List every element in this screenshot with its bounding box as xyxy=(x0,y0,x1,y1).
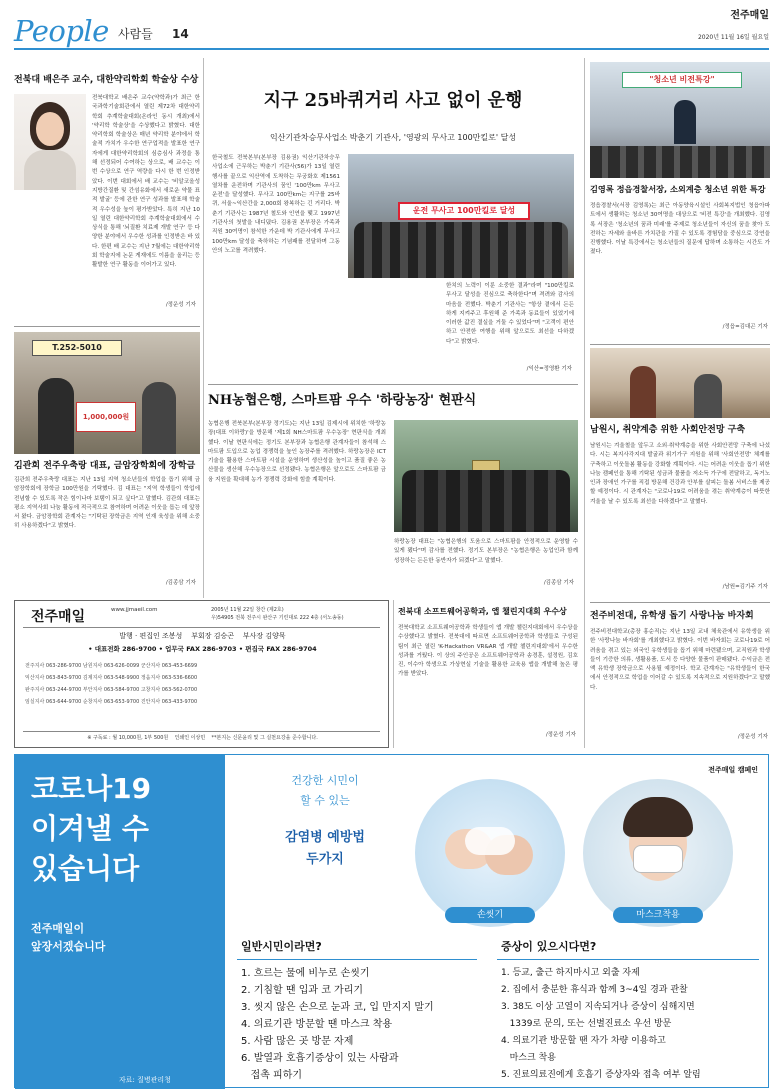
list-item: 5. 사람 많은 곳 방문 자제 xyxy=(241,1036,354,1047)
list-item: 1. 등교, 출근 하지마시고 외출 자제 xyxy=(501,968,640,978)
crowd xyxy=(354,222,568,278)
list-item: 4. 의료기관 방문할 땐 마스크 착용 xyxy=(241,1019,393,1030)
main-ceremony-photo xyxy=(348,154,574,278)
list-item: 마스크 착용 xyxy=(501,1053,556,1063)
masthead-reg: 2005년 11월 22일 창간 (제2호) xyxy=(211,607,284,613)
divider xyxy=(14,326,200,327)
col-a-rule xyxy=(237,959,477,960)
divider xyxy=(208,384,578,385)
nh-body-left: 농협은행 전북본부(본부장 정기도)는 지난 13일 김제시에 위치한 '하랑농장(대표 이하랑)'을 방문해 '제1회 NH스마트팜 우수농장' 현판식을 개최했다. 이날 현판식에는 정기도 본부장과 농협은행 관계자들이 참석해 스마트팜 도입으로 농업 경쟁력을 높인 농장주를 격려했다. 하랑농장은 ICT 기술을 활용한 스마트팜 시설을 운영하며 생산성을 높이고 품질 좋은 농산물을 생산해 우수농장으로 선정됐다. 농협은행은 앞으로도 스마트팜 금융 지원을 확대해 농가 경쟁력 강화에 힘쓸 계획이다. xyxy=(208,421,386,483)
page-number: 14 xyxy=(172,27,189,41)
ad-bubble xyxy=(241,769,409,909)
person-right xyxy=(142,382,176,454)
masthead-staff: 발행 · 편집인 조봉성 부회장 김승곤 부사장 김양묵 xyxy=(119,632,286,640)
bubble-line-2: 할 수 있는 xyxy=(300,794,350,807)
issue-date: 2020년 11월 16일 월요일 xyxy=(697,34,769,41)
divider xyxy=(590,602,770,603)
article-headline: 전북대 배은주 교수, 대한약리학회 학술상 수상 xyxy=(14,75,199,85)
article-byline: /정운성 기자 xyxy=(165,302,196,308)
ad-headline-2: 이겨낼 수 xyxy=(31,812,149,845)
speaker xyxy=(674,100,696,144)
list-item: 5. 진료의료진에게 호흡기 증상자와 접촉 여부 알림 xyxy=(501,1070,701,1080)
ad-headline-1: 코로나19 xyxy=(31,772,152,805)
masthead-box xyxy=(14,600,389,748)
list-item: 2. 기침할 땐 입과 코 가리기 xyxy=(241,985,364,996)
header-rule xyxy=(14,48,769,50)
article-byline: /정운성 기자 xyxy=(737,734,768,740)
list-item: 접촉 피하기 xyxy=(241,1070,303,1081)
article-body: 남원시는 겨울철을 앞두고 소외·취약계층을 위한 사회안전망 구축에 나섰다. 시는 복지사각지대 발굴과 위기가구 지원을 위해 '사회안전망' 체계를 구축하고 이웃돌봄 활동을 강화할 계획이다. 시는 어려운 이웃을 돕기 위한 나눔 캠페인을 통해 기탁된 성금과 물품을 저소득 가구에 전달하고, 독거노인과 장애인 가구를 직접 방문해 건강과 안부를 살피는 돌봄 서비스를 제공할 예정이다. 시 관계자는 "코로나19로 어려움을 겪는 취약계층이 따뜻한 겨울을 날 수 있도록 최선을 다하겠다"고 말했다. xyxy=(590,443,770,505)
article-body: 전북대학교 소프트웨어공학과 학생들이 앱 개발 챌린지대회에서 우수상을 수상했다고 밝혔다. 전북대에 따르면 소프트웨어공학과 학생들로 구성된 팀이 최근 열린 'K-Hackathon VR&AR 앱 개발 챌린지대회'에서 우수한 성과를 거뒀다. 이 상의 주인공은 소프트웨어공학과 송경훈, 설정원, 김호진, 이수아 학생으로 가상현실 기술을 활용한 교육용 앱을 개발해 높은 평가를 받았다. xyxy=(398,625,578,678)
regional-row: 임실지사 063-644-9700 순창지사 063-653-9700 진안지사 063-433-9700 xyxy=(25,699,198,705)
section-title-en: People xyxy=(14,14,109,48)
ad-slogan-1: 전주매일이 xyxy=(31,922,85,935)
nh-people xyxy=(402,470,570,532)
bubble-line-1: 건강한 시민이 xyxy=(291,774,359,787)
article-jbu-tech xyxy=(590,606,770,748)
list-item: 4. 의료기관 방문할 땐 자가 차량 이용하고 xyxy=(501,1036,666,1046)
mask-image xyxy=(583,779,733,927)
list-item: 3. 씻지 않은 손으로 눈과 코, 입 만지지 말기 xyxy=(241,1002,434,1013)
ad-slogan-2: 앞장서겠습니다 xyxy=(31,940,106,953)
donation-photo xyxy=(14,332,200,454)
col-b-title: 증상이 있으시다면? xyxy=(501,940,597,953)
regional-row: 전주지사 063-286-9700 남원지사 063-626-0099 군산지사 063-453-6699 xyxy=(25,663,198,669)
article-byline: /김종삼 기자 xyxy=(165,580,196,586)
youth-lecture-photo xyxy=(590,62,770,178)
column-divider xyxy=(393,600,394,748)
namwon-elder xyxy=(694,374,722,418)
article-headline: 남원시, 취약계층 위한 사회안전망 구축 xyxy=(590,425,746,435)
youth-banner: "청소년 비전특강" xyxy=(622,72,742,88)
article-body: 전주비전대학교(총장 홍순직)는 지난 13일 교내 체육관에서 유학생을 위한 '사랑나눔 바자회'를 개최했다고 밝혔다. 이번 바자회는 코로나19로 어려움을 겪고 있는 외국인 유학생들을 돕기 위해 마련됐으며, 교직원과 학생들이 기증한 의류, 생활용품, 도서 등 다양한 물품이 판매됐다. 수익금은 전액 유학생 장학금으로 사용될 예정이다. 학교 관계자는 "유학생들이 한국에서 안정적으로 학업을 이어갈 수 있도록 지속적으로 지원하겠다"고 말했다. xyxy=(590,629,770,691)
bubble-line-4: 두가지 xyxy=(306,852,344,867)
ad-source: 자료: 질병관리청 xyxy=(119,1076,171,1084)
portrait-photo xyxy=(14,94,86,190)
list-item: 3. 38도 이상 고열이 지속되거나 증상이 심해지면 xyxy=(501,1002,695,1012)
article-byline: /정읍=김대곤 기자 xyxy=(722,324,768,330)
regional-row: 익산지사 063-843-9700 김제지사 063-548-9900 정읍지사 063-536-6600 xyxy=(25,675,198,681)
article-bae xyxy=(14,58,200,320)
col-b-list xyxy=(501,965,765,1084)
portrait-body xyxy=(24,150,76,190)
article-headline: 전주비전대, 유학생 돕기 사랑나눔 바자회 xyxy=(590,611,754,621)
article-body: 전북대학교 배은주 교수(약학과)가 최근 한국과학기술회관에서 열린 제72차 대한약리학회 추계학술대회(온라인 동시 개최)에서 '약리학 학술상'을 수상했다고 밝혔다. 대한약리학회 학술상은 매년 약리학 분야에서 학술적 가치가 우수한 연구업적을 발표한 연구자에게 대한약리학회의 심층심사 과정을 통해 선정되어 수여하는 상으로, 배 교수는 이번 수상으로 연구 역량을 다시 한 번 인정받았다. 이번 대회에서 배 교수는 '비알코올성 지방간질환 및 간섬유화에서 새로운 약물 표적 발굴' 등에 관한 연구 성과를 발표해 학술적 우수성을 높이 평가받았다. 특히 지난 10일 열린 대한약리학회 추계학술대회에서 수상식을 통해 '뇌질환 치료제 개발 연구' 등 다양한 분야에서 우수한 성과를 인정받은 바 있다. 한편 배 교수는 지난 7월에는 대한약리학회 학술지에 논문 게재에도 이름을 올리는 등 활발한 연구 활동을 이어가고 있다. xyxy=(92,95,200,269)
masthead-rule xyxy=(23,627,380,628)
masthead-footer: ※ 구독료 : 월 10,000원, 1부 500원 인쇄인 이상민 **본지는 신문윤리 및 그 실천요강을 준수합니다. xyxy=(87,735,318,741)
col-a-list xyxy=(241,965,487,1084)
article-main xyxy=(208,58,578,380)
article-headline: 김관희 전주우축랑 대표, 금암장학회에 장학금 xyxy=(14,461,196,471)
bubble-line-3: 감염병 예방법 xyxy=(285,830,365,845)
soap-foam xyxy=(465,827,515,855)
section-title-ko: 사람들 xyxy=(118,27,153,41)
masthead-url: www.jjmaeil.com xyxy=(111,607,158,613)
article-kim-scholarship xyxy=(14,332,200,596)
main-body-right: 한치의 노력이 이룬 소중한 결과"라며 "100만킬로 무사고 달성을 진심으로 축하한다"며 격려와 감사의 마음을 전했다. 박춘기 기관사는 "항상 곁에서 든든하게 지켜주고 후원해 준 가족과 동료들이 있었기에 이러한 값진 결실을 거둘 수 있었다"며 "고객이 편안하고 안전한 여행을 위해 앞으로도 최선을 다하겠다"고 밝혔다. xyxy=(446,283,574,345)
regional-row: 완주지사 063-244-9700 부안지사 063-584-9700 고창지사 063-562-0700 xyxy=(25,687,198,693)
list-item: 2. 집에서 충분한 휴식과 함께 3~4일 경과 관찰 xyxy=(501,985,688,995)
nh-body-right: 하랑농장 대표는 "농협은행의 도움으로 스마트팜을 안정적으로 운영할 수 있게 됐다"며 감사를 전했다. 정기도 본부장은 "농협은행은 농업인과 함께 성장하는 든든한 동반자가 되겠다"고 말했다. xyxy=(394,539,578,564)
masthead-phones: • 대표전화 286-9700 • 업무국 FAX 286-9703 • 편집국 FAX 286-9704 xyxy=(88,645,317,653)
ceremony-banner: 운전 무사고 100만킬로 달성 xyxy=(398,202,530,220)
handwash-image xyxy=(415,779,565,927)
label-handwash: 손씻기 xyxy=(445,907,535,923)
article-kim-youth xyxy=(590,58,770,340)
column-symptomatic xyxy=(497,939,765,1085)
list-item: 1339로 문의, 또는 선별진료소 우선 방문 xyxy=(501,1019,672,1029)
divider xyxy=(590,344,770,345)
main-body-left: 한국철도 전북본부(본부장 김용권) 익산기관차승무사업소에 근무하는 박춘기 기관사(56)가 13일 열린 행사를 끝으로 익산역에 도착하는 무궁화호 제1561열차를 운전하며 기관사의 꿈인 '100만km 무사고 운전'을 달성했다. 무사고 100만km는 지구를 25바퀴, 서울~익산간을 2,000회 왕복하는 긴 거리다. 박춘기 기관사는 1987년 철도와 인연을 맺고 1997년 기관사의 첫발을 내디뎠다. 김용권 본부장은 가족과 직원 30여명이 참석한 가운데 박 기관사에게 무사고 100만km 달성을 축하하는 기념패를 전달하며 그동안의 노고를 격려했다. xyxy=(212,155,340,254)
ad-headline-3: 있습니다 xyxy=(31,852,140,885)
article-headline: 김영록 정읍경찰서장, 소외계층 청소년 위한 특강 xyxy=(590,184,766,194)
covid-campaign-ad xyxy=(14,754,769,1088)
namwon-photo xyxy=(590,348,770,418)
list-item: 1. 흐르는 물에 비누로 손씻기 xyxy=(241,968,370,979)
col-b-rule xyxy=(497,959,759,960)
article-nh xyxy=(208,388,578,596)
article-body-intro xyxy=(92,94,200,269)
masthead-title: 전주매일 xyxy=(31,609,86,625)
label-mask: 마스크착용 xyxy=(613,907,703,923)
portrait-face xyxy=(36,112,64,146)
article-byline: /정운성 기자 xyxy=(545,732,576,738)
column-general-public xyxy=(237,939,487,1085)
article-body: 정읍경찰서(서장 김영록)는 최근 아동양육시설인 사회복지법인 청읍아파트에서 생활하는 청소년 30여명을 대상으로 '비전 특강'을 개최했다. 김영록 서장은 '청소년의 꿈과 미래'를 주제로 청소년들이 자신의 꿈을 찾아 도전하는 자세와 올바른 가치관을 가질 수 있도록 경험담을 중심으로 강연을 진행했다. 이날 특강에서는 청소년들의 질문에 답하며 소통하는 시간도 가졌다. xyxy=(590,203,770,256)
nh-photo xyxy=(394,420,578,532)
cheque-board: 1,000,000원 xyxy=(76,402,136,432)
col-a-title: 일반시민이라면? xyxy=(241,940,322,953)
masthead-footer-rule xyxy=(23,731,380,732)
mask-icon xyxy=(633,845,683,873)
article-namwon xyxy=(590,348,770,598)
namwon-person xyxy=(630,366,656,418)
article-jbu-univ xyxy=(398,600,578,748)
column-divider xyxy=(203,58,204,598)
audience xyxy=(590,146,770,178)
article-byline: /남원=김기주 기자 xyxy=(722,584,768,590)
main-byline: /익산=정영환 기자 xyxy=(526,366,572,372)
hair xyxy=(623,797,693,837)
store-sign: T.252-5010 xyxy=(32,340,122,356)
paper-name: 전주매일 xyxy=(730,10,769,21)
page-header xyxy=(0,0,777,56)
ad-tag: 전주매일 캠페인 xyxy=(708,766,758,774)
nh-byline: /김종삼 기자 xyxy=(543,580,574,586)
nh-headline: NH농협은행, 스마트팜 우수 '하랑농장' 현판식 xyxy=(208,393,477,408)
column-divider xyxy=(584,58,585,748)
article-body: 김관희 전주우축랑 대표는 지난 13일 지역 청소년들의 학업을 돕기 위해 금암장학회에 장학금 100만원을 기탁했다. 김 대표는 "지역 학생들이 학업에 전념할 수 있도록 작은 힘이나마 보탬이 되고 싶다"고 말했다. 김관희 대표는 평소 지역사회 나눔 활동에 적극적으로 참여하며 어려운 이웃을 돕는 데 앞장서 왔다. 금암장학회 관계자는 "기탁된 장학금은 지역 인재 육성을 위해 소중히 사용하겠다"고 밝혔다. xyxy=(14,477,200,530)
main-subhead: 익산기관차승무사업소 박춘기 기관사, '영광의 무사고 100만킬로' 달성 xyxy=(269,133,517,142)
main-headline: 지구 25바퀴거리 사고 없이 운행 xyxy=(263,90,523,111)
masthead-address: 우)54905 전북 전주시 완산구 기린대로 222 4층 (서노송동) xyxy=(211,615,344,621)
person-left xyxy=(38,378,74,454)
article-headline: 전북대 소프트웨어공학과, 앱 챌린지대회 우수상 xyxy=(398,607,567,616)
list-item: 6. 발열과 호흡기증상이 있는 사람과 xyxy=(241,1053,399,1064)
